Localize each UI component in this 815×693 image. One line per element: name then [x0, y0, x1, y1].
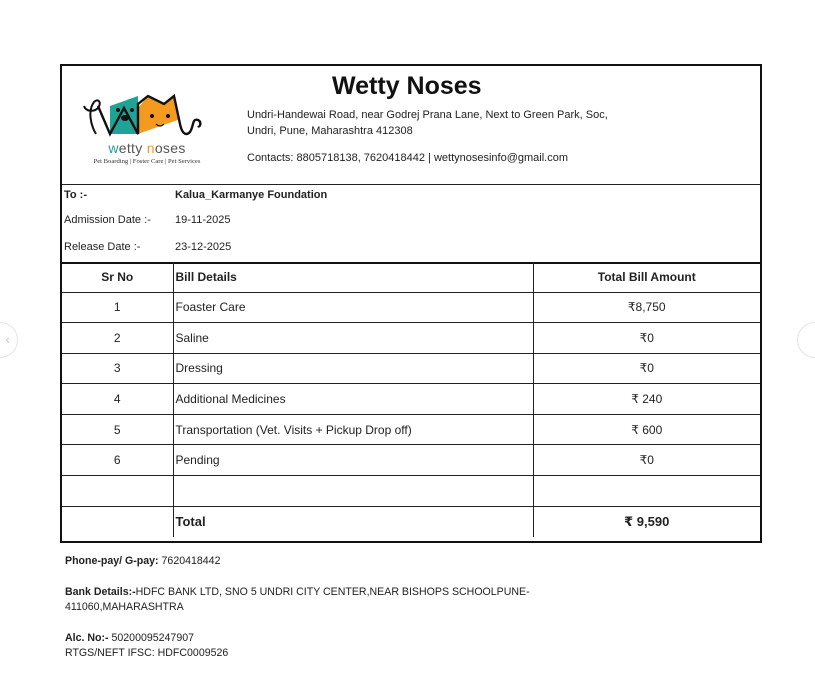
pet-logo-icon	[76, 94, 218, 140]
header-sr-no: Sr No	[62, 262, 173, 292]
row-amount: ₹0	[533, 445, 760, 476]
table-row	[62, 445, 760, 476]
total-row-sr	[62, 506, 173, 537]
logo-tagline: Pet Boarding | Foster Care | Pet Services	[93, 158, 201, 165]
row-amount	[533, 476, 760, 507]
company-logo	[76, 94, 216, 174]
logo-brand-text	[76, 140, 218, 156]
total-value: ₹ 9,590	[533, 506, 760, 537]
admission-date-value: 19-11-2025	[175, 214, 231, 226]
table-row	[62, 292, 760, 323]
row-sr: 6	[62, 445, 173, 476]
brand-text-part: etty	[118, 140, 147, 156]
release-date-label: Release Date :-	[64, 241, 141, 253]
invoice-header	[62, 66, 760, 185]
account-value: 50200095247907	[108, 632, 194, 644]
row-details: Dressing	[173, 353, 533, 384]
table-row	[62, 414, 760, 445]
to-value: Kalua_Karmanye Foundation	[175, 189, 328, 201]
table-row	[62, 323, 760, 354]
row-sr: 4	[62, 384, 173, 415]
phonepay-value: 7620418442	[158, 555, 221, 567]
table-header-row	[62, 262, 760, 292]
table-row	[62, 353, 760, 384]
table-row	[62, 384, 760, 415]
row-details	[173, 476, 533, 507]
row-amount: ₹8,750	[533, 292, 760, 323]
row-details: Additional Medicines	[173, 384, 533, 415]
phonepay-line	[65, 555, 220, 567]
row-sr	[62, 476, 173, 507]
row-details: Foaster Care	[173, 292, 533, 323]
row-amount: ₹ 600	[533, 414, 760, 445]
ifsc-line: RTGS/NEFT IFSC: HDFC0009526	[65, 647, 229, 659]
account-label: Alc. No:-	[65, 632, 109, 644]
company-contacts: Contacts: 8805718138, 7620418442 | wettynosesinfo@gmail.com	[247, 152, 569, 164]
previous-button[interactable]	[0, 322, 18, 358]
row-amount: ₹ 240	[533, 384, 760, 415]
header-bill-details: Bill Details	[173, 262, 533, 292]
row-sr: 5	[62, 414, 173, 445]
brand-letter-n: n	[146, 140, 155, 156]
release-date-value: 23-12-2025	[175, 241, 232, 253]
table-row-empty	[62, 476, 760, 507]
company-name: Wetty Noses	[332, 72, 482, 100]
row-sr: 1	[62, 292, 173, 323]
total-row	[62, 506, 760, 537]
account-number-line	[65, 632, 194, 644]
to-label: To :-	[64, 189, 88, 201]
address-line-2: Undri, Pune, Maharashtra 412308	[247, 125, 413, 137]
header-total-bill-amount: Total Bill Amount	[533, 262, 760, 292]
bank-value: HDFC BANK LTD, SNO 5 UNDRI CITY CENTER,NEAR BISHOPS SCHOOLPUNE-	[135, 586, 530, 598]
row-amount: ₹0	[533, 353, 760, 384]
row-sr: 3	[62, 353, 173, 384]
address-line-1: Undri-Handewai Road, near Godrej Prana Lane, Next to Green Park, Soc,	[247, 109, 608, 121]
bank-details-line-2: 411060,MAHARASHTRA	[65, 601, 184, 613]
row-details: Transportation (Vet. Visits + Pickup Drop off)	[173, 414, 533, 445]
bank-label: Bank Details:-	[65, 586, 136, 598]
phonepay-label: Phone-pay/ G-pay:	[65, 555, 159, 567]
recipient-info	[62, 184, 760, 264]
invoice	[60, 64, 762, 543]
next-button[interactable]	[797, 322, 815, 358]
row-sr: 2	[62, 323, 173, 354]
bank-details	[65, 586, 530, 598]
brand-letter-w: w	[108, 140, 119, 156]
row-amount: ₹0	[533, 323, 760, 354]
bill-table	[62, 262, 760, 537]
row-details: Saline	[173, 323, 533, 354]
row-details: Pending	[173, 445, 533, 476]
chevron-left-icon: ‹	[5, 331, 10, 347]
brand-text-rest: oses	[154, 140, 186, 156]
company-address	[247, 107, 667, 139]
admission-date-label: Admission Date :-	[64, 214, 151, 226]
total-label: Total	[173, 506, 533, 537]
